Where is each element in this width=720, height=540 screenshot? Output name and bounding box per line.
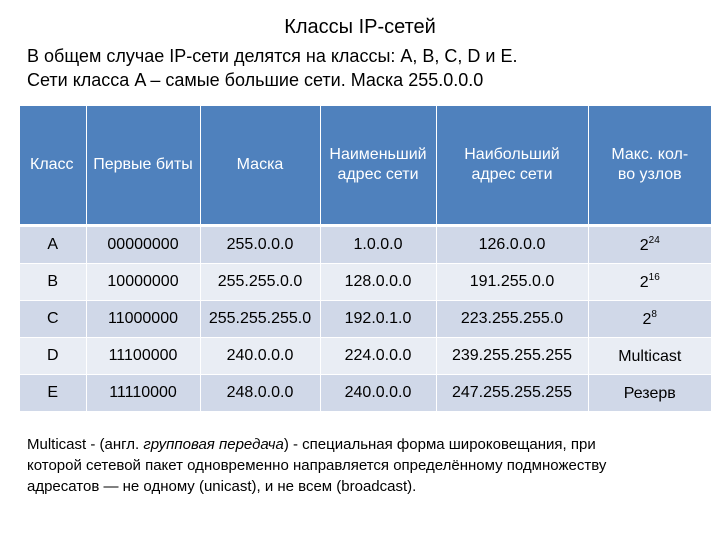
header-hosts-line1: Макс. кол- (611, 146, 689, 163)
cell-max-hosts (588, 301, 711, 338)
cell-class: C (20, 301, 86, 338)
header-hosts-line2: во узлов (617, 166, 682, 183)
table-row (20, 338, 711, 375)
cell-class: A (20, 226, 86, 264)
cell-max-address: 126.0.0.0 (436, 226, 588, 264)
hosts-base: Multicast (618, 348, 682, 365)
header-class: Класс (20, 106, 86, 226)
slide-title: Классы IP-сетей (284, 16, 436, 38)
cell-min-address: 1.0.0.0 (320, 226, 436, 264)
cell-first-bits: 11100000 (86, 338, 200, 375)
cell-max-hosts (588, 226, 711, 264)
header-max-address (436, 106, 588, 226)
table-row (20, 301, 711, 338)
hosts-base: 2 (642, 311, 652, 328)
header-min-line2: адрес сети (337, 166, 419, 183)
hosts-base: 2 (639, 274, 649, 291)
hosts-exponent: 24 (648, 235, 660, 246)
hosts-exponent: 8 (651, 309, 657, 320)
header-min-line1: Наименьший (329, 146, 427, 163)
intro-text (27, 44, 707, 92)
cell-max-hosts (588, 338, 711, 375)
cell-first-bits: 00000000 (86, 226, 200, 264)
footnote-italic: групповая передача (143, 436, 284, 453)
cell-max-address: 223.255.255.0 (436, 301, 588, 338)
footnote-text: Multicast - (англ. (27, 436, 144, 453)
hosts-exponent: 16 (648, 272, 660, 283)
header-max-line1: Наибольший (464, 146, 560, 163)
footnote-text: ) - специальная форма широковещания, при (283, 436, 596, 453)
cell-mask: 255.255.0.0 (200, 264, 320, 301)
footnote-line: которой сетевой пакет одновременно направляется определённому подмножеству (27, 457, 607, 474)
footnote-line: адресатов — не одному (unicast), и не всем (broadcast). (27, 478, 417, 495)
table-row (20, 264, 711, 301)
cell-max-address: 191.255.0.0 (436, 264, 588, 301)
cell-mask: 255.0.0.0 (200, 226, 320, 264)
footnote (27, 434, 707, 497)
header-max-hosts (588, 106, 711, 226)
cell-class: B (20, 264, 86, 301)
header-min-address (320, 106, 436, 226)
table-header-row (20, 106, 711, 226)
cell-min-address: 240.0.0.0 (320, 375, 436, 412)
intro-line: В общем случае IP-сети делятся на классы: A, B, C, D и E. (27, 46, 518, 66)
cell-max-hosts (588, 264, 711, 301)
ip-classes-table (20, 106, 711, 412)
intro-line: Сети класса A – самые большие сети. Маска 255.0.0.0 (27, 70, 484, 90)
table-row (20, 375, 711, 412)
cell-max-hosts (588, 375, 711, 412)
cell-class: E (20, 375, 86, 412)
cell-mask: 248.0.0.0 (200, 375, 320, 412)
cell-first-bits: 11110000 (86, 375, 200, 412)
cell-max-address: 239.255.255.255 (436, 338, 588, 375)
cell-class: D (20, 338, 86, 375)
cell-min-address: 224.0.0.0 (320, 338, 436, 375)
cell-mask: 255.255.255.0 (200, 301, 320, 338)
footnote-line (27, 434, 707, 455)
cell-max-address: 247.255.255.255 (436, 375, 588, 412)
cell-mask: 240.0.0.0 (200, 338, 320, 375)
table-row (20, 226, 711, 264)
hosts-base: Резерв (623, 385, 676, 402)
hosts-base: 2 (639, 237, 649, 254)
header-mask: Маска (200, 106, 320, 226)
cell-min-address: 128.0.0.0 (320, 264, 436, 301)
header-max-line2: адрес сети (471, 166, 553, 183)
cell-min-address: 192.0.1.0 (320, 301, 436, 338)
header-first-bits: Первые биты (86, 106, 200, 226)
cell-first-bits: 11000000 (86, 301, 200, 338)
cell-first-bits: 10000000 (86, 264, 200, 301)
